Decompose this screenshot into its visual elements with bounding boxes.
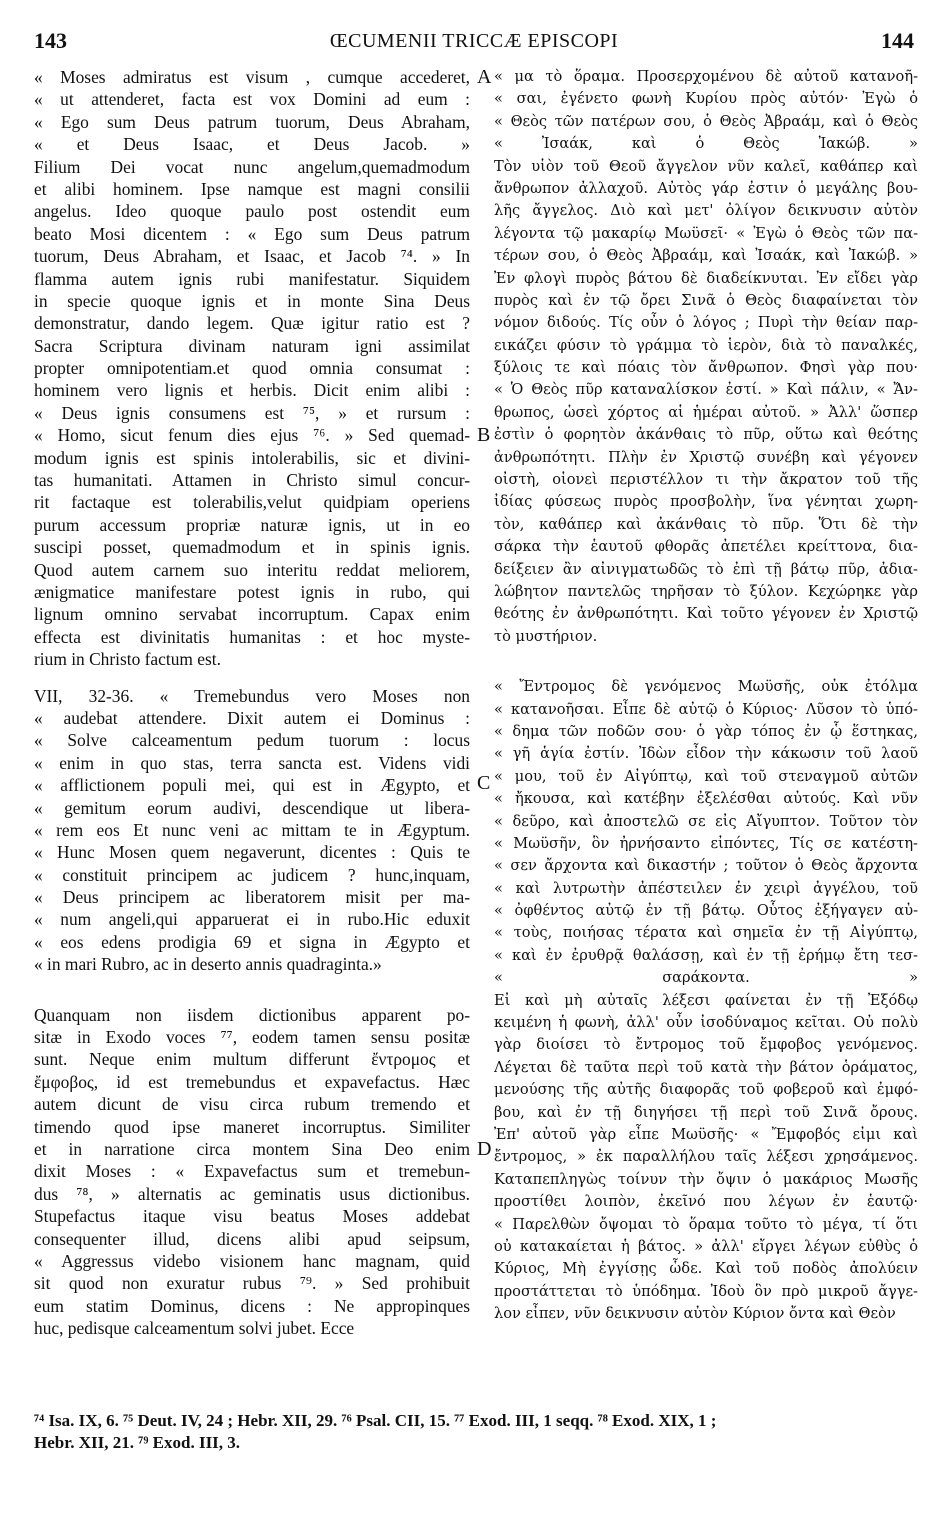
latin-text-line: tuorum, Deus Abraham, et Isaac, et Jacob ⁷⁴. » In: [34, 246, 470, 267]
latin-text-line: « enim in quo stas, terra sancta est. Videns vidi: [34, 752, 470, 773]
latin-text-line: eum statim Dominus, dicens : Ne appropinques: [34, 1295, 470, 1316]
latin-text-line: suscipi posset, quemadmodum et in spinis ignis.: [34, 537, 470, 558]
latin-text-line: « in mari Rubro, ac in deserto annis quadraginta.»: [34, 954, 382, 975]
greek-text-line: λώβητον παντελῶς τηρῆσαν τὸ ξύλον. Κεχώρηκε γὰρ: [494, 582, 918, 600]
latin-text-line: sunt. Neque enim multum differunt ἔντρομος et: [34, 1049, 470, 1070]
latin-text-line: sit quod non exuratur rubus ⁷⁹. » Sed prohibuit: [34, 1273, 470, 1294]
greek-text-line: « δημα τῶν ποδῶν σου· ὁ γὰρ τόπος ἐν ᾧ ἕστηκας,: [494, 722, 918, 740]
latin-paragraph-block: [34, 66, 470, 671]
footnote-line: ⁷⁴ Isa. IX, 6. ⁷⁵ Deut. IV, 24 ; Hebr. XII, 29. ⁷⁶ Psal. CII, 15. ⁷⁷ Exod. III, 1 seqq. ⁷⁸ Exod. XIX, 1 ;: [34, 1411, 717, 1430]
greek-text-line: λέγοντα τῷ μακαρίῳ Μωϋσεῖ· « Ἐγὼ ὁ Θεὸς τῶν πα-: [494, 224, 918, 242]
greek-text-line: τὸν, καθάπερ καὶ ἀκάνθαις τὸ πῦρ. Ὅτι δὲ τὴν: [494, 515, 918, 533]
greek-text-line: « σαράκοντα. »: [494, 969, 918, 987]
greek-text-line: « Ἰσαάκ, καὶ ὁ Θεὸς Ἰακώβ. »: [494, 135, 918, 153]
latin-text-line: « et Deus Isaac, et Deus Jacob. »: [34, 134, 470, 155]
page-number-right: 144: [881, 28, 914, 53]
latin-text-line: ἔμφοβος, id est tremebundus et expavefactus. Hæc: [34, 1071, 470, 1092]
latin-text-line: Stupefactus itaque visu beatus Moses addebat: [34, 1206, 470, 1227]
greek-text-line: « τοὺς, ποιήσας τέρατα καὶ σημεῖα ἐν τῇ Αἰγύπτῳ,: [494, 924, 918, 942]
latin-text-line: Quod autem carnem suo interitu reddat meliorem,: [34, 559, 470, 580]
greek-text-line: βου, καὶ ἐν τῇ διηγήσει τῇ περὶ τοῦ Σινᾶ ὄρους.: [494, 1103, 918, 1121]
page-header: [0, 28, 948, 58]
greek-text-line: προστάττεται τὸ ὑπόδημα. Ἰδοὺ ὃν πρὸ μικροῦ ἄγγε-: [494, 1282, 918, 1300]
latin-text-line: angelus. Ideo quoque paulo post ostendit eum: [34, 201, 470, 222]
greek-text-line: « κατανοῆσαι. Εἶπε δὲ αὐτῷ ὁ Κύριος· Λῦσον τὸ ὑπό-: [494, 700, 918, 718]
greek-text-line: θεότης ἐν ἀνθρωπότητι. Καὶ τοῦτο γέγονεν ἐν Χριστῷ: [494, 605, 918, 623]
greek-text-line: « καὶ ἐν ἐρυθρᾷ θαλάσσῃ, καὶ ἐν τῇ ἐρήμῳ ἔτη τεσ-: [494, 946, 918, 964]
latin-text-line: effecta est divinitatis humanitas : et hoc myste-: [34, 626, 470, 647]
latin-block-gap: [34, 671, 470, 685]
latin-text-line: et in narratione circa montem Sina Deo enim: [34, 1138, 470, 1159]
greek-text-line: δείξειεν ἂν αἰνιγματωδῶς τὸ ἐπὶ τῇ βάτῳ πῦρ, ἀδια-: [494, 560, 918, 578]
latin-text-line: « rem eos Et nunc veni ac mittam te in Ægyptum.: [34, 819, 470, 840]
greek-text-line: « σεν ἄρχοντα καὶ δικαστήν ; τοῦτον ὁ Θεὸς ἄρχοντα: [494, 857, 918, 875]
latin-text-line: autem dicunt de visu circa rubum tremendo et: [34, 1094, 470, 1115]
latin-text-line: « constituit principem ac judicem ? hunc,inquam,: [34, 864, 470, 885]
greek-text-line: λον εἶπεν, νῦν δεικνυσιν αὐτὸν Κύριον ὄντα καὶ Θεὸν: [494, 1305, 896, 1323]
greek-text-line: θρωπος, ὡσεὶ χόρτος αἱ ἡμέραι αὐτοῦ. » Ἀλλ' ὥσπερ: [494, 403, 918, 421]
greek-text-line: οὐ κατακαίεται ἡ βάτος. » ἀλλ' εἴργει λέγων εὐθὺς ὁ: [494, 1237, 918, 1255]
greek-text-line: Κύριος, Μὴ ἐγγίσῃς ὧδε. Καὶ τοῦ ποδὸς ἀπολύειν: [494, 1260, 918, 1278]
latin-text-line: Sacra Scriptura divinam naturam igni assimilat: [34, 335, 470, 356]
latin-text-line: consequenter illud, dicens alibi apud seipsum,: [34, 1228, 470, 1249]
latin-text-line: dixit Moses : « Expavefactus sum et tremebun-: [34, 1161, 470, 1182]
latin-text-line: « Moses admiratus est visum , cumque accederet,: [34, 67, 470, 87]
greek-text-line: Εἰ καὶ μὴ αὐταῖς λέξεσι φαίνεται ἐν τῇ Ἐξόδῳ: [494, 991, 918, 1009]
latin-text-line: demonstratur, dando legem. Quæ igitur ratio est ?: [34, 313, 470, 334]
greek-text-line: ἄνθρωπον ἀλλαχοῦ. Αὐτὸς γάρ ἐστιν ὁ μεγάλης βου-: [494, 179, 918, 197]
latin-text-line: hominem vero lignis et herbis. Dicit enim alibi :: [34, 380, 470, 401]
margin-letter-d: D: [477, 1138, 492, 1160]
latin-text-line: Filium Dei vocat nunc angelum,quemadmodum: [34, 156, 470, 177]
latin-text-line: flamma autem ignis rubi manifestatur. Siquidem: [34, 268, 470, 289]
greek-text-line: « Ἔντρομος δὲ γενόμενος Μωϋσῆς, οὐκ ἐτόλμα: [494, 678, 918, 696]
running-title: ŒCUMENII TRICCÆ EPISCOPI: [329, 30, 619, 52]
greek-text-line: ἀνθρωπότητι. Πλὴν ἐν Χριστῷ συνέβη καὶ γέγονεν: [494, 448, 918, 466]
greek-text-line: νόμον διδούς. Τίς οὖν ὁ λόγος ; Πυρὶ τὴν θείαν παρ-: [494, 314, 918, 332]
greek-text-line: « Θεὸς τῶν πατέρων σου, ὁ Θεὸς Ἀβραάμ, καὶ ὁ Θεὸς: [494, 112, 918, 130]
greek-text-line: « Μωϋσῆν, ὃν ἠρνήσαντο εἰπόντες, Τίς σε κατέστη-: [494, 834, 918, 852]
greek-column: [494, 66, 918, 1325]
latin-text-line: lignum omnino servabat incorruptum. Capax enim: [34, 604, 470, 625]
latin-text-line: sitæ in Exodo voces ⁷⁷, eodem tamen sensu positæ: [34, 1027, 470, 1048]
margin-letter-a: A: [477, 66, 492, 88]
latin-text-line: modum ignis est spinis intolerabilis, sic et divini-: [34, 447, 470, 468]
footnotes: [34, 1410, 914, 1454]
greek-text-line: λῆς ἄγγελος. Διὸ καὶ μετ' ὀλίγον δεικνυσιν αὐτὸν: [494, 202, 918, 220]
latin-text-line: « gemitum eorum audivi, descendique ut libera-: [34, 797, 470, 818]
page-number-left: 143: [34, 28, 67, 53]
greek-text-line: μενούσης τῆς αὐτῆς διαφορᾶς τοῦ φοβεροῦ καὶ ἐμφό-: [494, 1081, 918, 1099]
latin-text-line: « audebat attendere. Dixit autem ei Dominus :: [34, 707, 470, 728]
latin-paragraph-block: [34, 1004, 470, 1340]
margin-letter-b: B: [477, 424, 491, 446]
latin-text-line: huc, pedisque calceamentum solvi jubet. Ecce: [34, 1318, 355, 1339]
greek-text-line: « ὀφθέντος αὐτῷ ἐν τῇ βάτῳ. Οὗτος ἐξήγαγεν αὐ-: [494, 902, 918, 920]
latin-text-line: « ut attenderet, facta est vox Domini ad eum :: [34, 89, 470, 110]
greek-text-line: « καὶ λυτρωτὴν ἀπέστειλεν ἐν χειρὶ ἀγγέλου, τοῦ: [494, 879, 918, 897]
greek-block-gap: [494, 648, 918, 676]
latin-text-line: dus ⁷⁸, » alternatis ac geminatis usus dictionibus.: [34, 1183, 470, 1204]
greek-text-line: « Ὁ Θεὸς πῦρ καταναλίσκον ἐστί. » Καὶ πάλιν, « Ἄν-: [494, 381, 918, 399]
latin-text-line: « Homo, sicut fenum dies ejus ⁷⁶. » Sed quemad-: [34, 425, 470, 446]
latin-text-line: Quanquam non iisdem dictionibus apparent po-: [34, 1004, 470, 1025]
greek-text-line: « δεῦρο, καὶ ἀποστελῶ σε εἰς Αἴγυπτον. Τοῦτον τὸν: [494, 812, 918, 830]
greek-text-line: τέρων σου, ὁ Θεὸς Ἀβραάμ, καὶ Ἰσαάκ, καὶ Ἰακώβ. »: [494, 247, 918, 265]
greek-text-line: ἔντρομος, » ἐκ παραλλήλου ταῖς λέξεσι χρησάμενος.: [494, 1148, 918, 1166]
latin-text-line: « Deus ignis consumens est ⁷⁵, » et rursum :: [34, 402, 470, 423]
latin-paragraph-block: [34, 685, 470, 976]
latin-text-line: ænigmatice manifestare potest ignis in rubo, qui: [34, 581, 470, 602]
footnote-line: Hebr. XII, 21. ⁷⁹ Exod. III, 3.: [34, 1433, 241, 1452]
greek-text-line: Καταπεπληγὼς τοίνυν τὴν ὄψιν ὁ μακάριος Μωσῆς: [494, 1170, 918, 1188]
latin-text-line: « Deus principem ac liberatorem misit per ma-: [34, 887, 470, 908]
latin-text-line: VII, 32-36. « Tremebundus vero Moses non: [34, 685, 470, 706]
latin-text-line: « Ego sum Deus patrum tuorum, Deus Abraham,: [34, 111, 470, 132]
latin-text-line: rit factaque est tolerabilis,velut quidpiam operiens: [34, 492, 470, 513]
greek-text-line: τὸ μυστήριον.: [494, 627, 598, 645]
greek-text-line: Ἐπ' αὐτοῦ γὰρ εἶπε Μωϋσῆς· « Ἔμφοβός εἰμι καὶ: [494, 1125, 918, 1143]
greek-paragraph-block: [494, 676, 918, 1325]
greek-text-line: Τὸν υἱὸν τοῦ Θεοῦ ἄγγελον νῦν καλεῖ, καθάπερ καὶ: [494, 157, 918, 175]
latin-text-line: « afflictionem populi mei, qui est in Ægypto, et: [34, 775, 470, 796]
latin-text-line: rium in Christo factum est.: [34, 649, 221, 670]
latin-text-line: propter omnipotentiam.et quod omnia consumat :: [34, 358, 470, 379]
greek-text-line: εικάζει φύσιν τὸ γράμμα τὸ ἱερὸν, διὰ τὸ παναλκές,: [494, 336, 918, 354]
greek-text-line: « σαι, ἐγένετο φωνὴ Κυρίου πρὸς αὐτόν· Ἐγὼ ὁ: [494, 90, 918, 108]
greek-text-line: πυρὸς καὶ ἐν τῷ ὄρει Σινᾶ ὁ Θεὸς διαφαίνεται τὸν: [494, 291, 918, 309]
greek-text-line: γὰρ διοίσει τὸ ἔντρομος τοῦ ἔμφοβος γενόμενος.: [494, 1036, 918, 1054]
latin-text-line: purum accessum propriæ naturæ ignis, ut in eo: [34, 514, 470, 535]
latin-text-line: « num angeli,qui apparuerat ei in rubo.Hic eduxit: [34, 909, 470, 930]
latin-block-gap: [34, 976, 470, 1004]
latin-text-line: tas humanitati. Attamen in Christo simul concur-: [34, 470, 470, 491]
latin-text-line: timendo quod ipse maneret incorruptus. Similiter: [34, 1116, 470, 1137]
latin-text-line: beato Mosi dicentem : « Ego sum Deus patrum: [34, 223, 470, 244]
greek-text-line: σάρκα τὴν ἑαυτοῦ φθορᾶς ἀπετέλει κρείττονα, δια-: [494, 538, 918, 556]
greek-text-line: ξύλοις τε καὶ πόαις τὸν ἄνθρωπον. Φησὶ γὰρ που·: [494, 359, 918, 377]
greek-text-line: « μου, τοῦ ἐν Αἰγύπτῳ, καὶ τοῦ στεναγμοῦ αὐτῶν: [494, 767, 918, 785]
greek-text-line: κειμένη ἡ φωνὴ, ἀλλ' οὖν ἰσοδύναμος κεῖται. Οὐ πολὺ: [494, 1014, 918, 1032]
greek-text-line: Ἐν φλογὶ πυρὸς βάτου δὲ διαδείκνυται. Ἐν εἴδει γὰρ: [494, 269, 918, 287]
greek-text-line: « ἤκουσα, καὶ κατέβην ἐξελέσθαι αὐτούς. Καὶ νῦν: [494, 790, 918, 808]
latin-text-line: « Hunc Mosen quem negaverunt, dicentes : Quis te: [34, 842, 470, 863]
latin-column: [34, 66, 470, 1339]
greek-text-line: ἐστὶν ὁ φορητὸν ἀκάνθαις τὸ πῦρ, οὕτω καὶ θεότης: [494, 426, 918, 444]
latin-text-line: et alibi hominem. Ipse namque est magni consilii: [34, 178, 470, 199]
greek-text-line: προστίθει λοιπὸν, ἐκεῖνό που λέγων ἐν ἑαυτῷ·: [494, 1193, 918, 1211]
greek-text-line: « μα τὸ ὅραμα. Προσερχομένου δὲ αὐτοῦ κατανοῆ-: [494, 68, 918, 85]
greek-paragraph-block: [494, 66, 918, 648]
greek-text-line: « Παρελθὼν ὄψομαι τὸ ὅραμα τοῦτο τὸ μέγα, τί ὅτι: [494, 1215, 918, 1233]
latin-text-line: in specie quoque ignis et in monte Sina Deus: [34, 290, 470, 311]
margin-letter-c: C: [477, 772, 491, 794]
greek-text-line: Λέγεται δὲ ταῦτα περὶ τοῦ κατὰ τὴν βάτον ὁράματος,: [494, 1058, 918, 1076]
greek-text-line: ἰδίας φύσεως πυρὸς προσβολὴν, ἵνα γένηται χωρη-: [494, 493, 918, 511]
greek-text-line: « γῆ ἁγία ἐστίν. Ἰδὼν εἶδον τὴν κάκωσιν τοῦ λαοῦ: [494, 745, 918, 763]
greek-text-line: οἰστὴ, οἱονεὶ περιστέλλον τι τὴν ἄκρατον τοῦ τῆς: [494, 471, 918, 489]
latin-text-line: « eos edens prodigia 69 et signa in Ægypto et: [34, 931, 470, 952]
latin-text-line: « Solve calceamentum pedum tuorum : locus: [34, 730, 470, 751]
latin-text-line: « Aggressus videbo visionem hanc magnam, quid: [34, 1250, 470, 1271]
